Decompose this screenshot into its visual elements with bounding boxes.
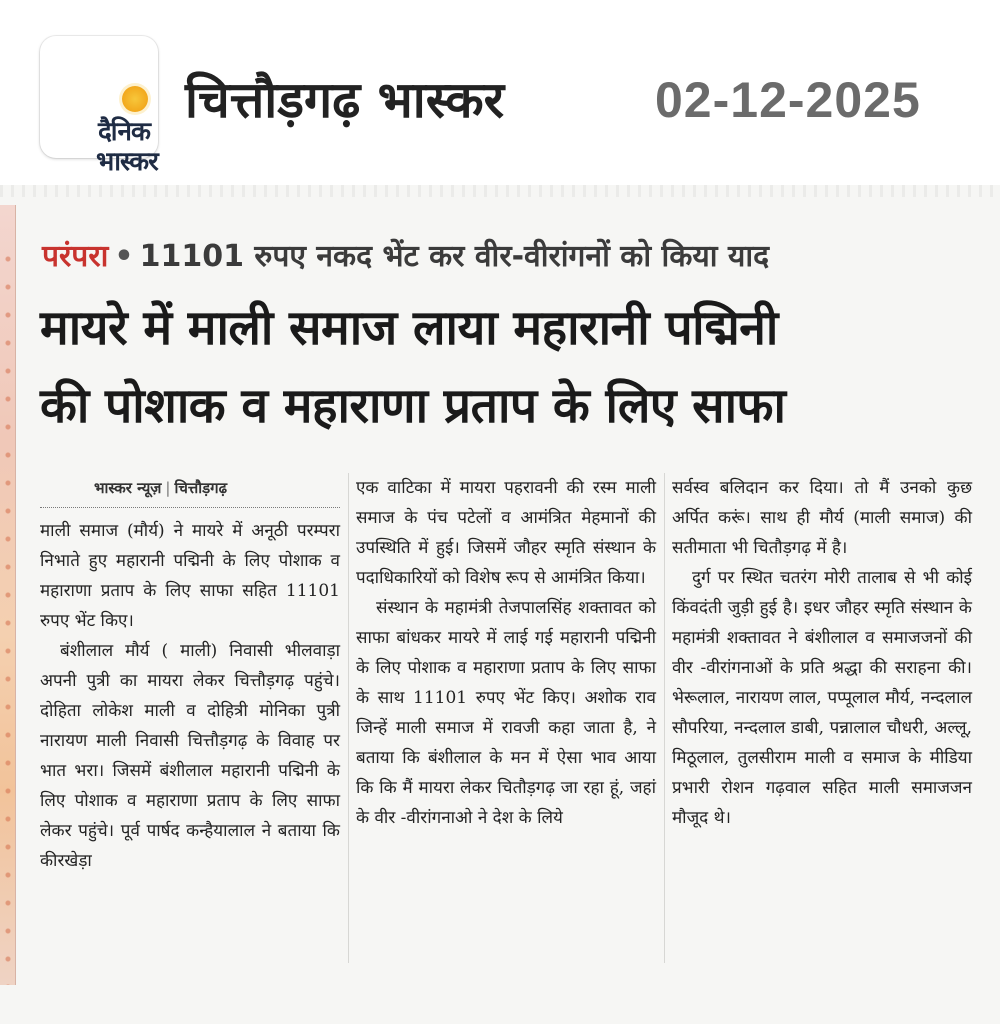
kicker-text: 11101 रुपए नकद भेंट कर वीर-वीरांगनों को किया याद [139,239,770,274]
kicker [42,235,769,283]
column-divider [348,473,349,963]
edition-title: चित्तौड़गढ़ भास्कर [185,71,505,129]
paragraph: संस्थान के महामंत्री तेजपालसिंह शक्तावत को साफा बांधकर मायरे में लाई गई महारानी पद्मिनी के लिए पोशाक व महाराणा प्रताप के लिए साफा के साथ 11101 रुपए भेंट किए। अशोक राव जिन्हें माली समाज में रावजी कहा जाता है, ने बताया कि बंशीलाल के मन में ऐसा भाव आया कि कि मैं मायरा लेकर चितौड़गढ़ जा रहा हूं, जहां के वीर -वीरांगनाओ ने देश के लिये [356,598,656,828]
paragraph: बंशीलाल मौर्य ( माली) निवासी भीलवाड़ा अपनी पुत्री का मायरा लेकर चित्तौड़गढ़ पहुंचे। दोहिता लोकेश माली व दोहित्री मोनिका पुत्री नारायण माली निवासी चित्तौड़गढ़ के विवाह पर भात भरा। जिसमें बंशीलाल महारानी पद्मिनी के लिए पोशाक व महाराणा प्रताप के लिए साफा लेकर पहुंचे। पूर्व पार्षद कन्हैयालाल ने बताया कि कीरखेड़ा [40,641,340,871]
decorative-pattern [2,245,14,985]
kicker-separator: • [114,239,134,274]
paragraph: एक वाटिका में मायरा पहरावनी की रस्म माली समाज के पंच पटेलों व आमंत्रित मेहमानों की उपस्थिति में हुई। जिसमें जौहर स्मृति संस्थान के पदाधिकारियों को विशेष रूप से आमंत्रित किया। [356,478,656,588]
byline-source: भास्कर न्यूज़ [94,479,162,497]
article-body [40,473,980,1033]
header-bar [0,0,1000,190]
paragraph: माली समाज (मौर्य) ने मायरे में अनूठी परम्परा निभाते हुए महारानी पद्मिनी के लिए पोशाक व महाराणा प्रताप के लिए साफा सहित 11101 रुपए भेंट किए। [40,521,340,631]
dainik-bhaskar-logo[interactable] [40,36,158,177]
article-column-3 [672,473,972,833]
headline-line2: की पोशाक व महाराणा प्रताप के लिए साफा [40,378,786,434]
paragraph: सर्वस्व बलिदान कर दिया। तो मैं उनको कुछ अर्पित करूं। साथ ही मौर्य (माली समाज) की सतीमाता भी चितौड़गढ़ में है। [672,478,972,558]
logo-text-line1: दैनिक [98,117,150,147]
byline-rule [40,507,340,508]
edition-date: 02-12-2025 [655,72,921,128]
newspaper-clipping[interactable] [0,185,1000,1024]
headline-line1: मायरे में माली समाज लाया महारानी पद्मिनी [40,300,778,356]
article-column-1 [40,473,340,876]
byline-place: चित्तौड़गढ़ [174,479,228,497]
paragraph: दुर्ग पर स्थित चतरंग मोरी तालाब से भी कोई किंवदंती जुड़ी हुई है। इधर जौहर स्मृति संस्थान के महामंत्री शक्तावत ने बंशीलाल व समाजजनों की वीर -वीरांगनाओं के प्रति श्रद्धा की सराहना की। भेरूलाल, नारायण लाल, पप्पूलाल मौर्य, नन्दलाल सौपरिया, नन्दलाल डाबी, पन्नालाल चौधरी, अल्लू, मिठूलाल, तुलसीराम माली व समाज के मीडिया प्रभारी रोशन गढ़वाल सहित माली समाजजन मौजूद थे। [672,568,972,828]
column-divider [664,473,665,963]
logo-text-line2: भास्कर [96,147,158,177]
article-column-2 [356,473,656,833]
headline [40,289,985,445]
kicker-tag: परंपरा [42,239,109,274]
byline [40,473,340,503]
decorative-border [0,205,16,985]
sun-icon [122,86,148,112]
byline-separator: | [165,479,171,497]
clipping-top-edge [0,185,1000,197]
